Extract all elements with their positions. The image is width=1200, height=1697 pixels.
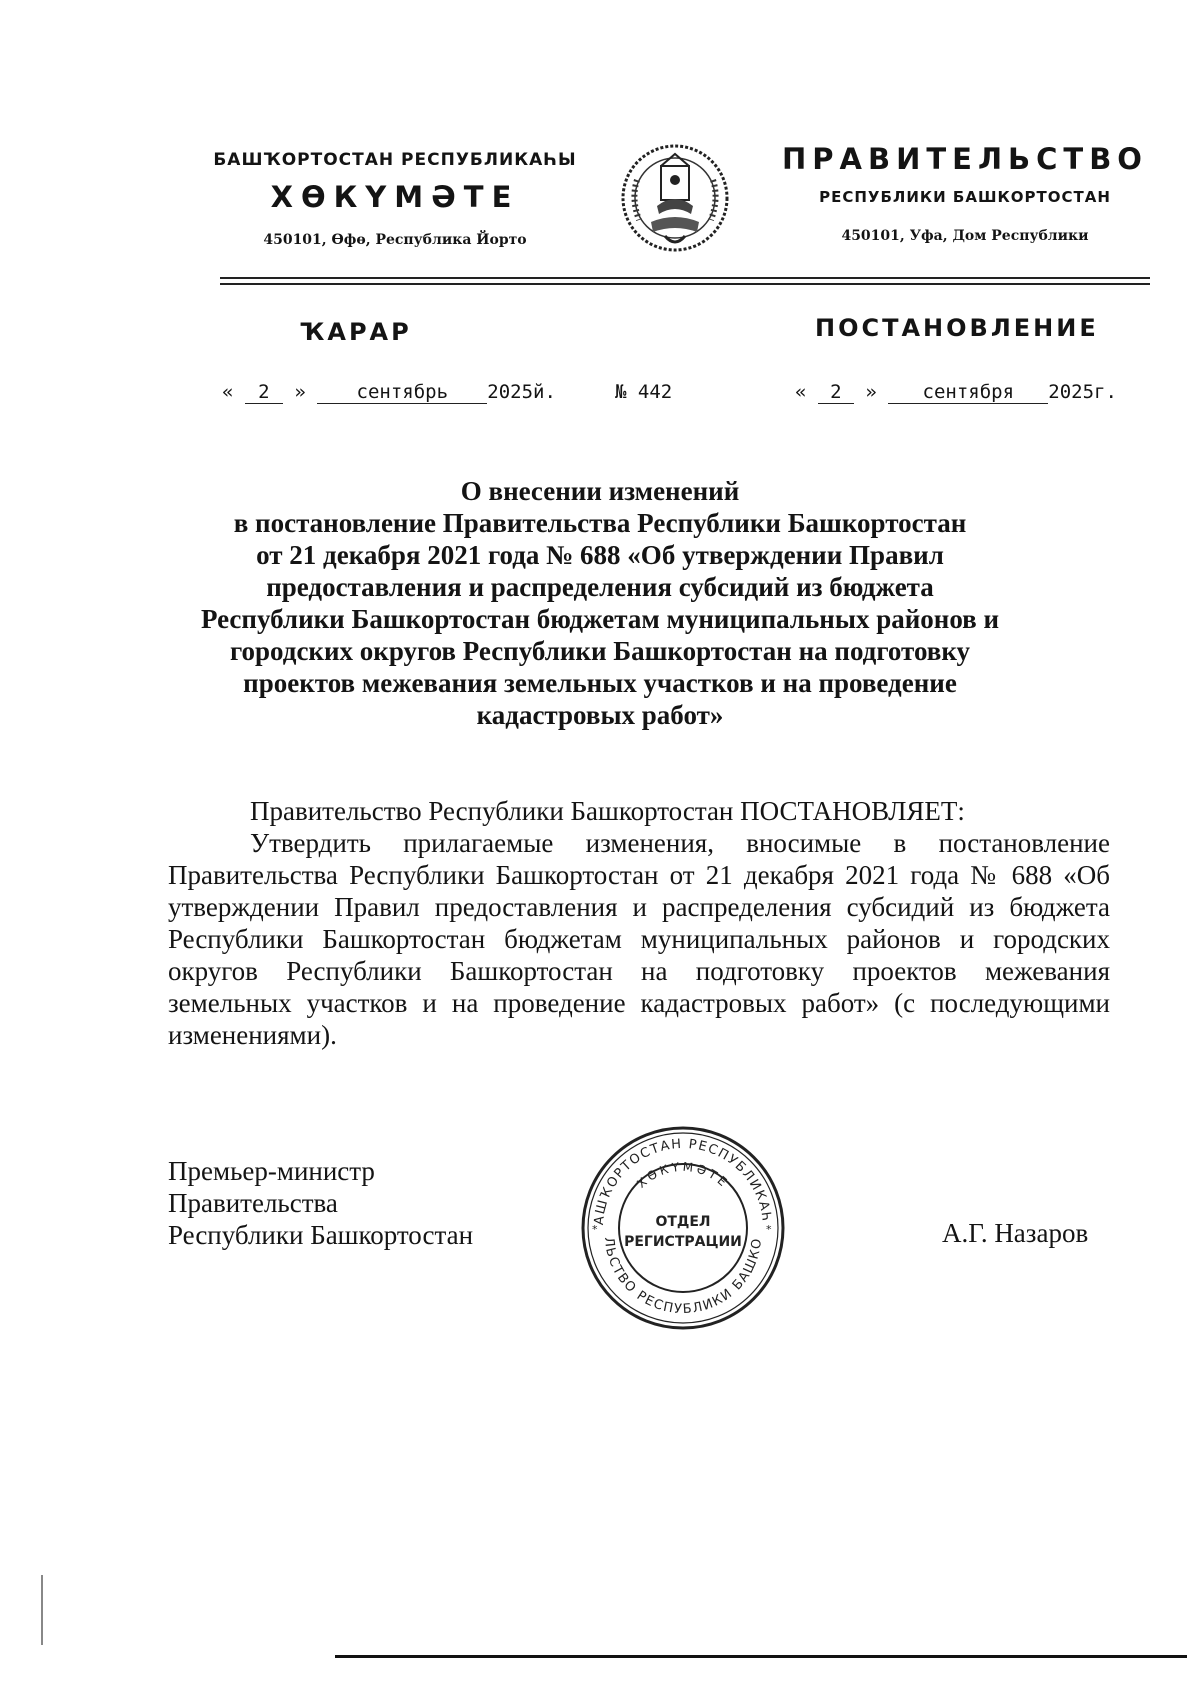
title-line: в постановление Правительства Республики Башкортостан (233, 508, 967, 538)
header-left-republic: БАШҠОРТОСТАН РЕСПУБЛИКАҺЫ (213, 150, 577, 170)
date-left (222, 381, 556, 404)
title-line: кадастровых работ» (476, 700, 724, 730)
registration-stamp (578, 1123, 788, 1333)
header-right-republic: РЕСПУБЛИКИ БАШКОРТОСТАН (819, 188, 1111, 206)
signatory-position-line: Правительства (168, 1188, 338, 1218)
stamp-center-line1: ОТДЕЛ (655, 1214, 711, 1230)
signatory-name: А.Г. Назаров (942, 1218, 1089, 1248)
header-rule-top (220, 277, 1150, 279)
title-line: Республики Башкортостан бюджетам муниципальных районов и (200, 604, 1000, 634)
signatory-position (168, 1155, 473, 1251)
date-right-month: сентября (888, 381, 1048, 404)
body-paragraph: Утвердить прилагаемые изменения, вносимые в постановление Правительства Республики Башкортостан от 21 декабря 2021 года № 688 «Об утверждении Правил предоставления и распределения субсидий из бюджета Республики Башкортостан бюджетам муниципальных районов и городских округов Республики Башкортостан на подготовку проектов межевания земельных участков и на проведение кадастровых работ» (с последующими изменениями). (168, 828, 1110, 1050)
stamp-outer-text: АШҠОРТОСТАН РЕСПУБЛИКАҺ (591, 1136, 774, 1226)
date-right-day: 2 (818, 381, 854, 404)
svg-text:*: * (766, 1223, 772, 1236)
title-line: проектов межевания земельных участков и на проведение (243, 668, 957, 698)
date-left-open-quote: « (222, 381, 234, 403)
date-right-close-quote: » (865, 381, 877, 403)
scan-margin-line (41, 1575, 43, 1645)
date-right (795, 381, 1117, 404)
header-rule-bottom (220, 283, 1150, 285)
header-right-address: 450101, Уфа, Дом Республики (841, 228, 1089, 244)
svg-text:*: * (592, 1223, 598, 1236)
title-line: предоставления и распределения субсидий из бюджета (266, 572, 934, 602)
date-left-year: 2025й. (487, 381, 556, 403)
header-left-address: 450101, Өфө, Республика Йорто (263, 232, 527, 248)
header-right-government: ПРАВИТЕЛЬСТВО (782, 142, 1148, 176)
body-preamble: Правительство Республики Башкортостан ПОСТАНОВЛЯЕТ: (250, 796, 965, 826)
date-right-open-quote: « (795, 381, 807, 403)
title-line: от 21 декабря 2021 года № 688 «Об утверждении Правил (256, 540, 944, 570)
date-right-year: 2025г. (1048, 381, 1117, 403)
stamp-center-line2: РЕГИСТРАЦИИ (624, 1234, 742, 1250)
title-line: О внесении изменений (460, 476, 740, 506)
document-title (150, 475, 1050, 731)
scan-bottom-edge (335, 1655, 1187, 1658)
document-body (168, 795, 1110, 1051)
header-left-government: ХӨКҮМӘТЕ (270, 180, 520, 214)
signatory-position-line: Республики Башкортостан (168, 1220, 474, 1250)
date-left-close-quote: » (294, 381, 306, 403)
doc-type-bashkir: ҠАРАР (300, 318, 412, 346)
title-line: городских округов Республики Башкортостан на подготовку (229, 636, 971, 666)
signatory-position-line: Премьер-министр (168, 1156, 375, 1186)
coat-of-arms-emblem (617, 140, 733, 258)
stamp-bottom-text: ЛЬСТВО РЕСПУБЛИКИ БАШКО (600, 1236, 766, 1318)
document-number: № 442 (615, 381, 673, 403)
date-left-day: 2 (245, 381, 283, 404)
date-left-month: сентябрь (317, 381, 487, 404)
doc-type-russian: ПОСТАНОВЛЕНИЕ (815, 314, 1099, 342)
stamp-inner-text: ХӨКҮМӘТЕ (634, 1159, 732, 1191)
